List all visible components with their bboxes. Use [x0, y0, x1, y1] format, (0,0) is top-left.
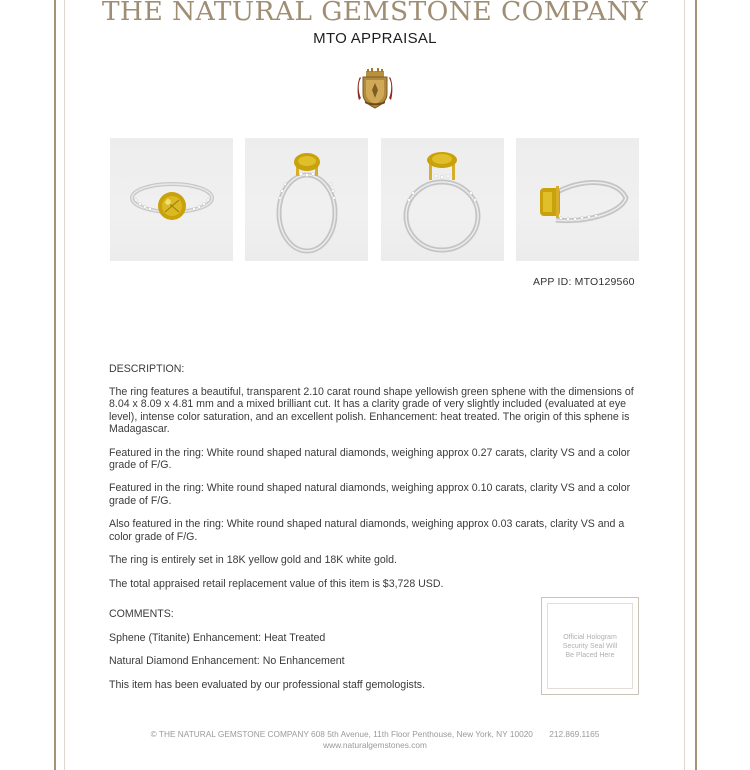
hologram-seal-placeholder	[547, 603, 633, 689]
footer-phone: 212.869.1165	[549, 729, 600, 739]
company-name: THE NATURAL GEMSTONE COMPANY	[101, 0, 649, 27]
document-title: MTO APPRAISAL	[313, 30, 437, 47]
seal-text: Official Hologram Security Seal Will Be Placed Here	[562, 633, 618, 659]
ring-photo-4	[516, 138, 639, 261]
ring-photo-3	[381, 138, 504, 261]
description-paragraph: Featured in the ring: White round shaped natural diamonds, weighing approx 0.10 carats, clarity VS and a color grade of F/G.	[109, 482, 631, 507]
comment-line: This item has been evaluated by our professional staff gemologists.	[109, 678, 426, 691]
ring-photo-2	[245, 138, 368, 261]
comment-line: Sphene (Titanite) Enhancement: Heat Treated	[109, 631, 326, 644]
company-crest-icon	[357, 68, 393, 110]
footer-address: 608 5th Avenue, 11th Floor Penthouse, New York, NY 10020	[311, 729, 533, 739]
description-paragraph: Also featured in the ring: White round shaped natural diamonds, weighing approx 0.03 carats, clarity VS and a color grade of F/G.	[109, 518, 625, 543]
description-paragraph: Featured in the ring: White round shaped natural diamonds, weighing approx 0.27 carats, clarity VS and a color grade of F/G.	[109, 446, 631, 471]
app-id: APP ID: MTO129560	[533, 276, 635, 288]
footer	[0, 729, 750, 751]
comment-line: Natural Diamond Enhancement: No Enhancement	[109, 655, 345, 667]
description-section	[109, 363, 641, 602]
description-paragraph: The ring features a beautiful, transparent 2.10 carat round shape yellowish green sphene with the dimensions of 8.04 x 8.09 x 4.81 mm and a mixed brilliant cut. It has a clarity grade of very slightly included (evaluated at eye level), intense color saturation, and an excellent polish. Enhancement: heat treated. The origin of this sphene is Madagascar.	[109, 386, 634, 435]
ring-photo-1	[110, 138, 233, 261]
footer-address-line	[0, 729, 750, 740]
footer-website[interactable]: www.naturalgemstones.com	[323, 740, 427, 750]
description-paragraph: The ring is entirely set in 18K yellow gold and 18K white gold.	[109, 554, 397, 567]
appraised-value: The total appraised retail replacement value of this item is $3,728 USD.	[109, 577, 444, 590]
comments-section	[109, 608, 529, 702]
comments-label: COMMENTS:	[109, 608, 174, 620]
footer-copyright: © THE NATURAL GEMSTONE COMPANY	[150, 729, 309, 739]
description-label: DESCRIPTION:	[109, 363, 185, 375]
